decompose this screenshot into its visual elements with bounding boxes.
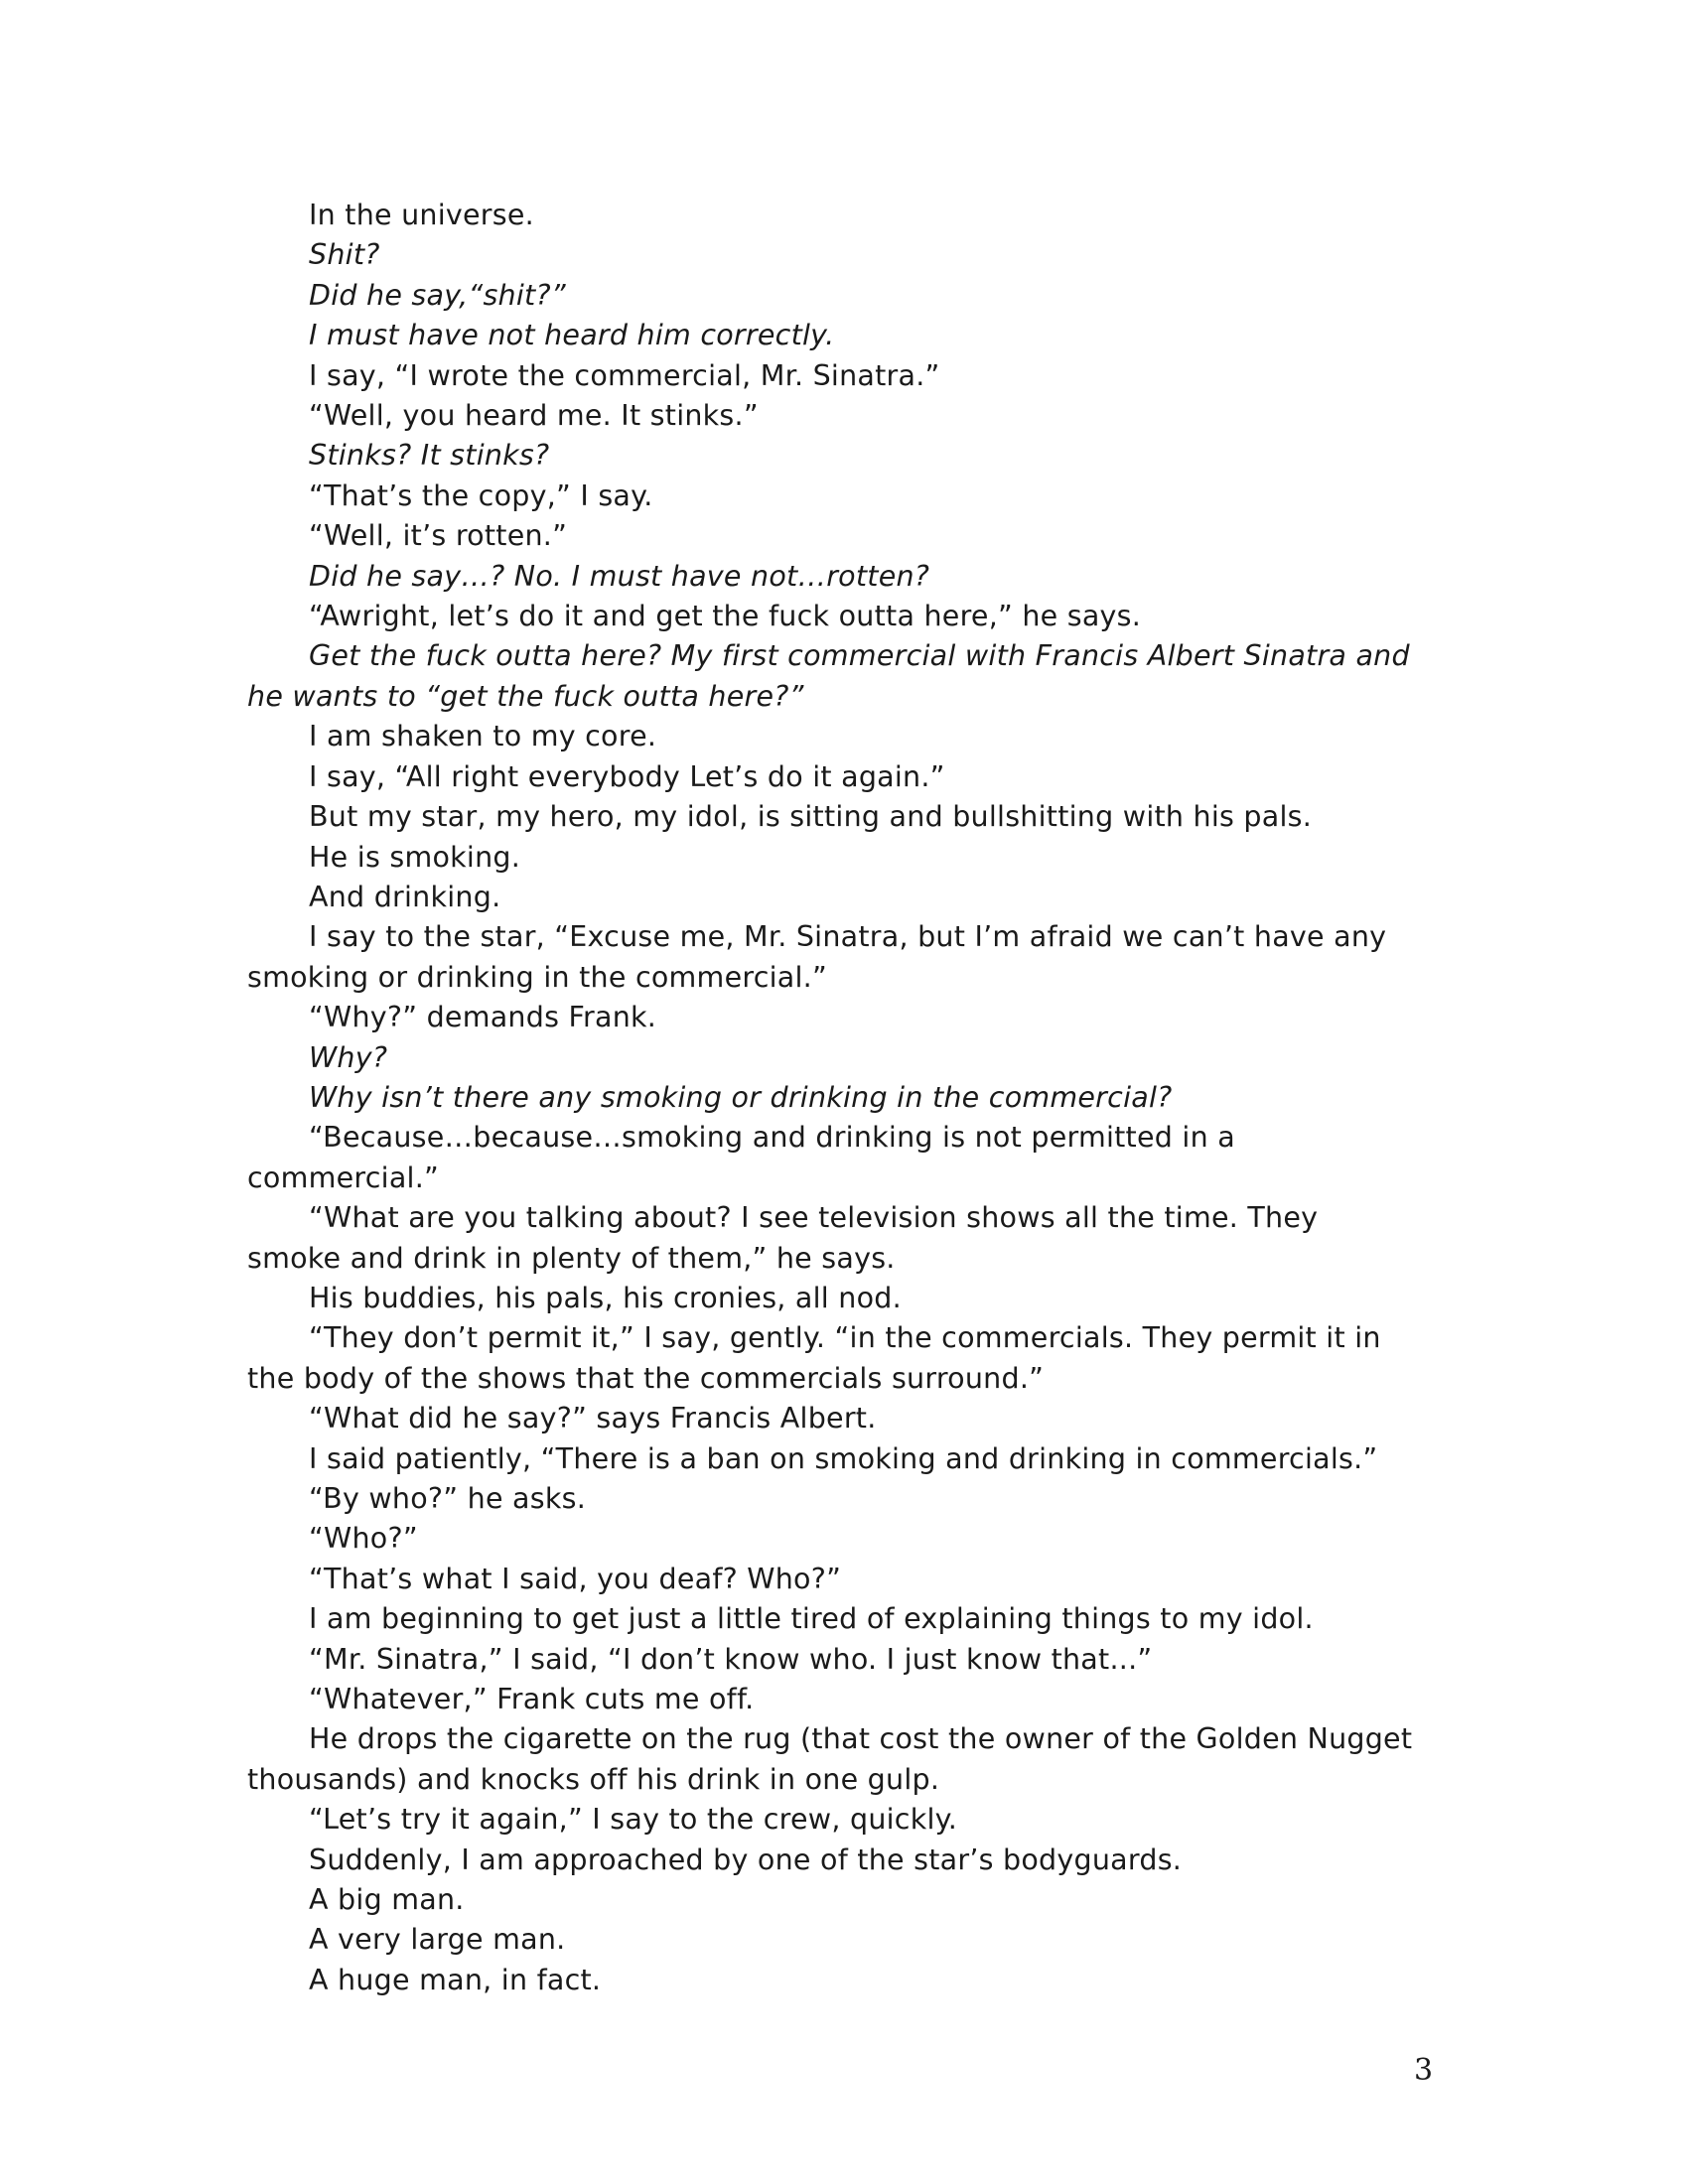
paragraph: His buddies, his pals, his cronies, all nod.: [309, 1281, 902, 1314]
body-text: [247, 196, 1419, 2000]
paragraph: Why isn’t there any smoking or drinking in the commercial?: [309, 1080, 1173, 1114]
paragraph: “That’s the copy,” I say.: [309, 478, 653, 512]
paragraph: Why?: [309, 1040, 388, 1074]
paragraph: “Let’s try it again,” I say to the crew, quickly.: [309, 1803, 957, 1837]
paragraph: “Why?” demands Frank.: [309, 1001, 657, 1034]
paragraph: “Whatever,” Frank cuts me off.: [309, 1683, 755, 1716]
page-number: 3: [1414, 2053, 1434, 2088]
paragraph: I say, “I wrote the commercial, Mr. Sinatra.”: [309, 358, 940, 392]
paragraph: “Well, it’s rotten.”: [309, 519, 568, 553]
paragraph: And drinking.: [309, 880, 501, 913]
paragraph: I said patiently, “There is a ban on smoking and drinking in commercials.”: [309, 1441, 1378, 1475]
paragraph: Did he say,“shit?”: [309, 278, 566, 312]
paragraph: “Because…because…smoking and drinking is not permitted in a commercial.”: [247, 1121, 1235, 1194]
paragraph: He is smoking.: [309, 840, 521, 874]
paragraph: A very large man.: [309, 1923, 566, 1957]
paragraph: “Awright, let’s do it and get the fuck outta here,” he says.: [309, 600, 1142, 633]
paragraph: “Who?”: [309, 1522, 418, 1556]
paragraph: A huge man, in fact.: [309, 1963, 602, 1996]
paragraph: He drops the cigarette on the rug (that cost the owner of the Golden Nugget thousands) and knocks off his drink in one gulp.: [247, 1722, 1413, 1796]
paragraph: Stinks? It stinks?: [309, 439, 550, 473]
paragraph: I must have not heard him correctly.: [309, 319, 835, 352]
paragraph: Get the fuck outta here? My first commercial with Francis Albert Sinatra and he wants to “get the fuck outta here?”: [247, 639, 1410, 713]
paragraph: I am shaken to my core.: [309, 720, 657, 753]
paragraph: “They don’t permit it,” I say, gently. “in the commercials. They permit it in the body of the shows that the commercials surround.”: [247, 1321, 1381, 1395]
paragraph: “Well, you heard me. It stinks.”: [309, 399, 759, 433]
paragraph: But my star, my hero, my idol, is sitting and bullshitting with his pals.: [309, 800, 1313, 834]
paragraph: I say, “All right everybody Let’s do it again.”: [309, 759, 945, 793]
paragraph: Shit?: [309, 238, 380, 272]
paragraph: “What did he say?” says Francis Albert.: [309, 1402, 877, 1435]
paragraph: In the universe.: [309, 199, 534, 231]
paragraph: Did he say…? No. I must have not…rotten?: [309, 559, 930, 593]
paragraph: I say to the star, “Excuse me, Mr. Sinatra, but I’m afraid we can’t have any smoking or drinking in the commercial.”: [247, 920, 1387, 994]
paragraph: I am beginning to get just a little tired of explaining things to my idol.: [309, 1602, 1314, 1636]
paragraph: A big man.: [309, 1883, 465, 1917]
paragraph: “That’s what I said, you deaf? Who?”: [309, 1562, 842, 1595]
paragraph: “Mr. Sinatra,” I said, “I don’t know who. I just know that...”: [309, 1642, 1153, 1676]
paragraph: “What are you talking about? I see television shows all the time. They smoke and drink in plenty of them,” he says.: [247, 1201, 1319, 1275]
paragraph: “By who?” he asks.: [309, 1482, 587, 1515]
paragraph: Suddenly, I am approached by one of the star’s bodyguards.: [309, 1843, 1183, 1876]
